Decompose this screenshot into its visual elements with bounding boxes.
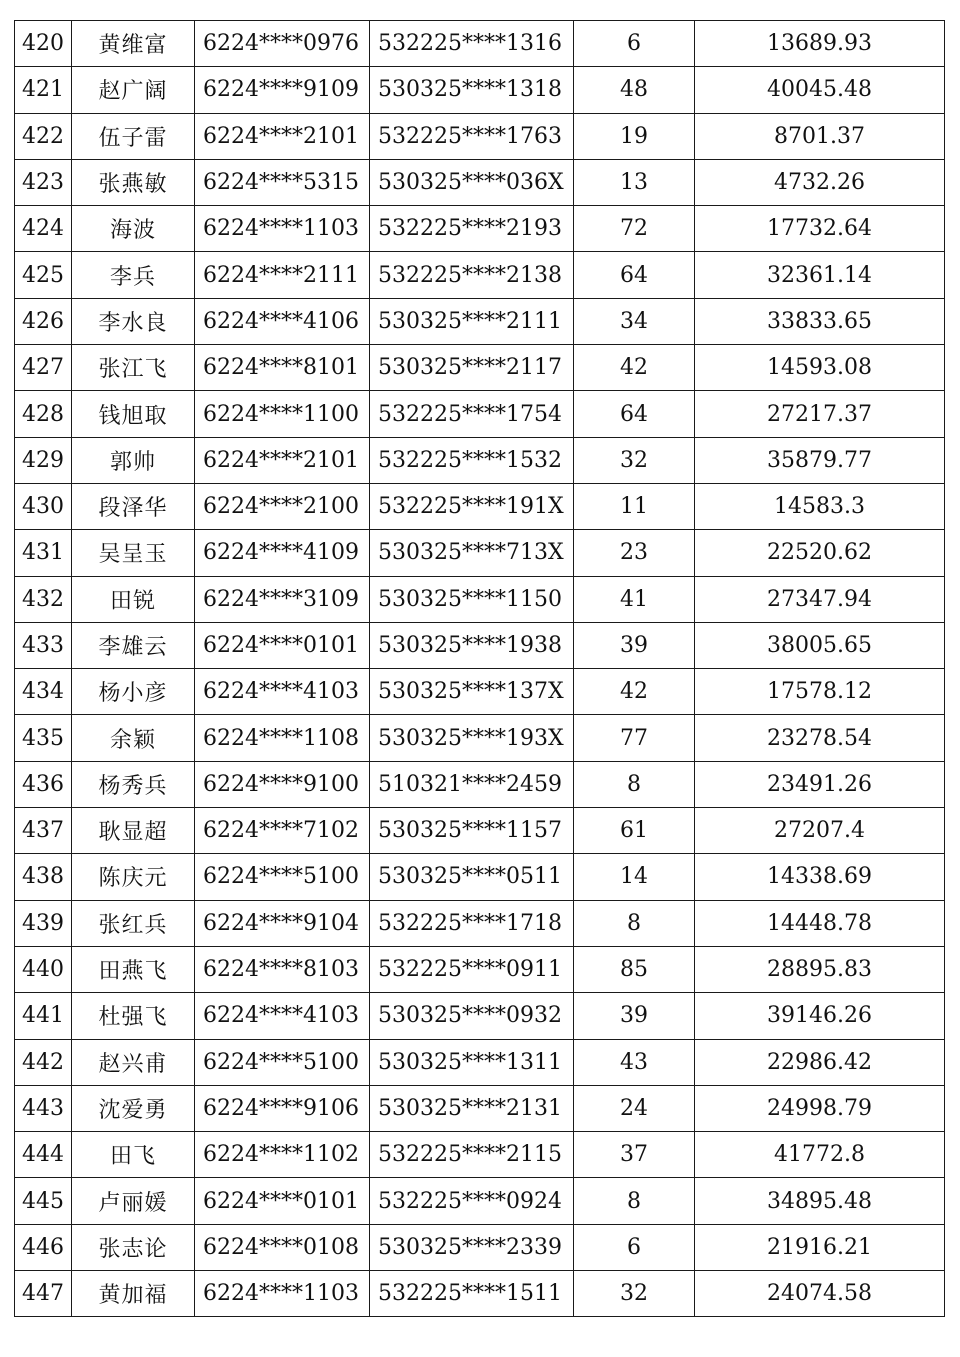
amount-cell: 14593.08 — [695, 345, 945, 391]
table-row — [15, 1271, 945, 1317]
amount-cell: 24998.79 — [695, 1085, 945, 1131]
row-number-cell: 446 — [15, 1224, 72, 1270]
bank-card-cell: 6224****1103 — [195, 206, 370, 252]
table-row — [15, 159, 945, 205]
bank-card-cell: 6224****0101 — [195, 1178, 370, 1224]
count-cell: 14 — [574, 854, 695, 900]
table-row — [15, 715, 945, 761]
count-cell: 13 — [574, 159, 695, 205]
table-row — [15, 437, 945, 483]
name-cell: 杨秀兵 — [72, 761, 195, 807]
table-row — [15, 1039, 945, 1085]
id-number-cell: 530325****2111 — [370, 298, 574, 344]
amount-cell: 22986.42 — [695, 1039, 945, 1085]
table-row — [15, 21, 945, 67]
name-cell: 黄加福 — [72, 1271, 195, 1317]
amount-cell: 22520.62 — [695, 530, 945, 576]
count-cell: 39 — [574, 993, 695, 1039]
bank-card-cell: 6224****1108 — [195, 715, 370, 761]
count-cell: 48 — [574, 67, 695, 113]
row-number-cell: 444 — [15, 1132, 72, 1178]
row-number-cell: 423 — [15, 159, 72, 205]
name-cell: 田飞 — [72, 1132, 195, 1178]
bank-card-cell: 6224****0108 — [195, 1224, 370, 1270]
name-cell: 黄维富 — [72, 21, 195, 67]
row-number-cell: 437 — [15, 808, 72, 854]
table-row — [15, 761, 945, 807]
name-cell: 张江飞 — [72, 345, 195, 391]
id-number-cell: 532225****1316 — [370, 21, 574, 67]
id-number-cell: 532225****1763 — [370, 113, 574, 159]
table-row — [15, 113, 945, 159]
amount-cell: 27217.37 — [695, 391, 945, 437]
id-number-cell: 530325****713X — [370, 530, 574, 576]
id-number-cell: 510321****2459 — [370, 761, 574, 807]
row-number-cell: 441 — [15, 993, 72, 1039]
row-number-cell: 429 — [15, 437, 72, 483]
amount-cell: 32361.14 — [695, 252, 945, 298]
name-cell: 段泽华 — [72, 483, 195, 529]
table-row — [15, 67, 945, 113]
count-cell: 64 — [574, 252, 695, 298]
name-cell: 陈庆元 — [72, 854, 195, 900]
row-number-cell: 440 — [15, 946, 72, 992]
amount-cell: 14583.3 — [695, 483, 945, 529]
name-cell: 张燕敏 — [72, 159, 195, 205]
count-cell: 6 — [574, 21, 695, 67]
amount-cell: 27207.4 — [695, 808, 945, 854]
name-cell: 卢丽媛 — [72, 1178, 195, 1224]
bank-card-cell: 6224****5100 — [195, 854, 370, 900]
id-number-cell: 532225****0924 — [370, 1178, 574, 1224]
count-cell: 32 — [574, 437, 695, 483]
id-number-cell: 530325****137X — [370, 669, 574, 715]
table-row — [15, 206, 945, 252]
table-row — [15, 391, 945, 437]
amount-cell: 17578.12 — [695, 669, 945, 715]
name-cell: 耿显超 — [72, 808, 195, 854]
id-number-cell: 532225****2138 — [370, 252, 574, 298]
name-cell: 郭帅 — [72, 437, 195, 483]
bank-card-cell: 6224****0976 — [195, 21, 370, 67]
count-cell: 11 — [574, 483, 695, 529]
bank-card-cell: 6224****0101 — [195, 622, 370, 668]
id-number-cell: 532225****1718 — [370, 900, 574, 946]
table-row — [15, 946, 945, 992]
bank-card-cell: 6224****9106 — [195, 1085, 370, 1131]
count-cell: 77 — [574, 715, 695, 761]
id-number-cell: 530325****1938 — [370, 622, 574, 668]
amount-cell: 21916.21 — [695, 1224, 945, 1270]
bank-card-cell: 6224****5315 — [195, 159, 370, 205]
bank-card-cell: 6224****2111 — [195, 252, 370, 298]
count-cell: 19 — [574, 113, 695, 159]
id-number-cell: 530325****2131 — [370, 1085, 574, 1131]
bank-card-cell: 6224****2101 — [195, 113, 370, 159]
table-row — [15, 345, 945, 391]
count-cell: 37 — [574, 1132, 695, 1178]
amount-cell: 23491.26 — [695, 761, 945, 807]
bank-card-cell: 6224****4109 — [195, 530, 370, 576]
name-cell: 李兵 — [72, 252, 195, 298]
bank-card-cell: 6224****1100 — [195, 391, 370, 437]
count-cell: 23 — [574, 530, 695, 576]
bank-card-cell: 6224****9104 — [195, 900, 370, 946]
table-row — [15, 252, 945, 298]
id-number-cell: 530325****036X — [370, 159, 574, 205]
row-number-cell: 433 — [15, 622, 72, 668]
name-cell: 沈爱勇 — [72, 1085, 195, 1131]
amount-cell: 35879.77 — [695, 437, 945, 483]
amount-cell: 38005.65 — [695, 622, 945, 668]
roster-table — [14, 20, 945, 1317]
row-number-cell: 428 — [15, 391, 72, 437]
row-number-cell: 443 — [15, 1085, 72, 1131]
name-cell: 杨小彦 — [72, 669, 195, 715]
id-number-cell: 530325****1311 — [370, 1039, 574, 1085]
amount-cell: 17732.64 — [695, 206, 945, 252]
id-number-cell: 532225****191X — [370, 483, 574, 529]
table-row — [15, 993, 945, 1039]
table-row — [15, 1178, 945, 1224]
count-cell: 8 — [574, 761, 695, 807]
bank-card-cell: 6224****4106 — [195, 298, 370, 344]
amount-cell: 28895.83 — [695, 946, 945, 992]
id-number-cell: 530325****2117 — [370, 345, 574, 391]
bank-card-cell: 6224****4103 — [195, 993, 370, 1039]
roster-table-body — [15, 21, 945, 1317]
bank-card-cell: 6224****7102 — [195, 808, 370, 854]
table-row — [15, 669, 945, 715]
id-number-cell: 530325****0932 — [370, 993, 574, 1039]
row-number-cell: 442 — [15, 1039, 72, 1085]
table-row — [15, 298, 945, 344]
bank-card-cell: 6224****2100 — [195, 483, 370, 529]
bank-card-cell: 6224****5100 — [195, 1039, 370, 1085]
count-cell: 39 — [574, 622, 695, 668]
amount-cell: 34895.48 — [695, 1178, 945, 1224]
id-number-cell: 532225****1532 — [370, 437, 574, 483]
row-number-cell: 421 — [15, 67, 72, 113]
row-number-cell: 436 — [15, 761, 72, 807]
name-cell: 李水良 — [72, 298, 195, 344]
bank-card-cell: 6224****9100 — [195, 761, 370, 807]
amount-cell: 8701.37 — [695, 113, 945, 159]
table-row — [15, 900, 945, 946]
name-cell: 海波 — [72, 206, 195, 252]
id-number-cell: 530325****1318 — [370, 67, 574, 113]
count-cell: 42 — [574, 345, 695, 391]
table-row — [15, 854, 945, 900]
bank-card-cell: 6224****4103 — [195, 669, 370, 715]
count-cell: 61 — [574, 808, 695, 854]
table-row — [15, 530, 945, 576]
id-number-cell: 530325****0511 — [370, 854, 574, 900]
row-number-cell: 427 — [15, 345, 72, 391]
count-cell: 32 — [574, 1271, 695, 1317]
count-cell: 42 — [574, 669, 695, 715]
amount-cell: 23278.54 — [695, 715, 945, 761]
row-number-cell: 434 — [15, 669, 72, 715]
count-cell: 43 — [574, 1039, 695, 1085]
name-cell: 伍子雷 — [72, 113, 195, 159]
row-number-cell: 424 — [15, 206, 72, 252]
id-number-cell: 530325****193X — [370, 715, 574, 761]
count-cell: 41 — [574, 576, 695, 622]
count-cell: 24 — [574, 1085, 695, 1131]
row-number-cell: 420 — [15, 21, 72, 67]
table-row — [15, 576, 945, 622]
table-row — [15, 1085, 945, 1131]
bank-card-cell: 6224****8101 — [195, 345, 370, 391]
name-cell: 吴呈玉 — [72, 530, 195, 576]
id-number-cell: 532225****1754 — [370, 391, 574, 437]
count-cell: 6 — [574, 1224, 695, 1270]
name-cell: 李雄云 — [72, 622, 195, 668]
count-cell: 72 — [574, 206, 695, 252]
bank-card-cell: 6224****2101 — [195, 437, 370, 483]
id-number-cell: 530325****1157 — [370, 808, 574, 854]
amount-cell: 24074.58 — [695, 1271, 945, 1317]
row-number-cell: 445 — [15, 1178, 72, 1224]
row-number-cell: 439 — [15, 900, 72, 946]
id-number-cell: 530325****2339 — [370, 1224, 574, 1270]
row-number-cell: 447 — [15, 1271, 72, 1317]
id-number-cell: 532225****1511 — [370, 1271, 574, 1317]
name-cell: 余颖 — [72, 715, 195, 761]
name-cell: 张志论 — [72, 1224, 195, 1270]
amount-cell: 4732.26 — [695, 159, 945, 205]
row-number-cell: 431 — [15, 530, 72, 576]
bank-card-cell: 6224****1103 — [195, 1271, 370, 1317]
row-number-cell: 426 — [15, 298, 72, 344]
id-number-cell: 532225****0911 — [370, 946, 574, 992]
row-number-cell: 422 — [15, 113, 72, 159]
amount-cell: 40045.48 — [695, 67, 945, 113]
name-cell: 赵兴甫 — [72, 1039, 195, 1085]
name-cell: 赵广阔 — [72, 67, 195, 113]
amount-cell: 14338.69 — [695, 854, 945, 900]
amount-cell: 13689.93 — [695, 21, 945, 67]
count-cell: 34 — [574, 298, 695, 344]
amount-cell: 39146.26 — [695, 993, 945, 1039]
name-cell: 田燕飞 — [72, 946, 195, 992]
bank-card-cell: 6224****9109 — [195, 67, 370, 113]
name-cell: 钱旭取 — [72, 391, 195, 437]
bank-card-cell: 6224****3109 — [195, 576, 370, 622]
bank-card-cell: 6224****1102 — [195, 1132, 370, 1178]
table-row — [15, 483, 945, 529]
row-number-cell: 425 — [15, 252, 72, 298]
table-row — [15, 808, 945, 854]
amount-cell: 41772.8 — [695, 1132, 945, 1178]
row-number-cell: 430 — [15, 483, 72, 529]
name-cell: 田锐 — [72, 576, 195, 622]
amount-cell: 33833.65 — [695, 298, 945, 344]
row-number-cell: 438 — [15, 854, 72, 900]
table-row — [15, 1224, 945, 1270]
bank-card-cell: 6224****8103 — [195, 946, 370, 992]
id-number-cell: 532225****2193 — [370, 206, 574, 252]
count-cell: 8 — [574, 900, 695, 946]
count-cell: 85 — [574, 946, 695, 992]
name-cell: 杜强飞 — [72, 993, 195, 1039]
row-number-cell: 435 — [15, 715, 72, 761]
id-number-cell: 530325****1150 — [370, 576, 574, 622]
row-number-cell: 432 — [15, 576, 72, 622]
count-cell: 64 — [574, 391, 695, 437]
table-row — [15, 622, 945, 668]
count-cell: 8 — [574, 1178, 695, 1224]
table-row — [15, 1132, 945, 1178]
name-cell: 张红兵 — [72, 900, 195, 946]
amount-cell: 27347.94 — [695, 576, 945, 622]
amount-cell: 14448.78 — [695, 900, 945, 946]
id-number-cell: 532225****2115 — [370, 1132, 574, 1178]
